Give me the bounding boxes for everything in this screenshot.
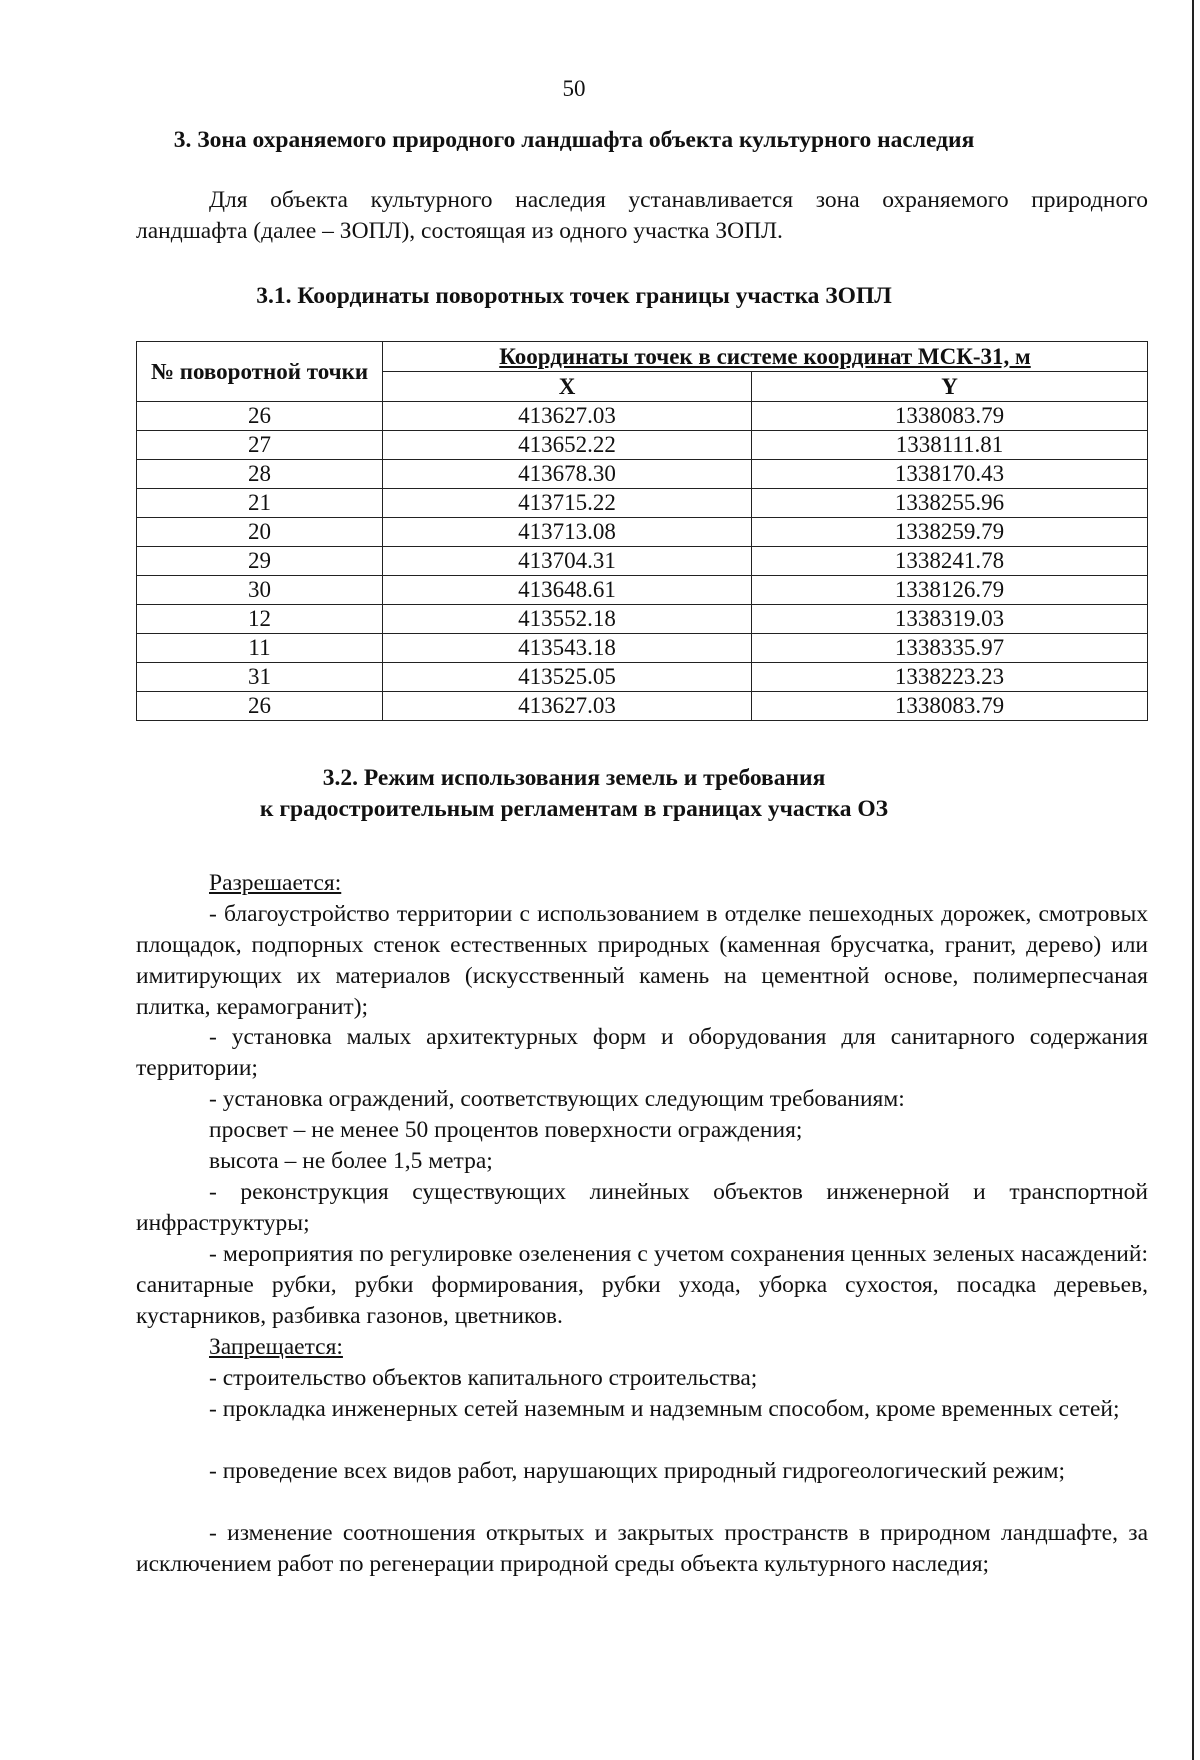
table-row (137, 576, 1148, 605)
point-cell: 30 (137, 576, 383, 605)
section-3-2-title-line2: к градостроительным регламентам в границах участка ОЗ (259, 796, 889, 822)
point-cell: 20 (137, 518, 383, 547)
y-cell: 1338223.23 (752, 663, 1148, 692)
coordinates-table (136, 341, 1148, 721)
table-row (137, 692, 1148, 721)
allowed-item: - установка малых архитектурных форм и оборудования для санитарного содержания территории; (136, 1024, 1148, 1081)
x-cell: 413713.08 (383, 518, 752, 547)
section-3-title: 3. Зона охраняемого природного ландшафта объекта культурного наследия (173, 127, 975, 153)
point-cell: 31 (137, 663, 383, 692)
section-3-intro: Для объекта культурного наследия устанавливается зона охраняемого природного ландшафта (далее – ЗОПЛ), состоящая из одного участка ЗОПЛ. (136, 187, 1148, 244)
col-coords-header (383, 342, 1148, 372)
y-cell: 1338241.78 (752, 547, 1148, 576)
point-cell: 11 (137, 634, 383, 663)
col-x-header: X (383, 372, 752, 402)
table-row (137, 402, 1148, 431)
allowed-item: - мероприятия по регулировке озеленения с учетом сохранения ценных зеленых насаждений: санитарные рубки, рубки формирования, рубки ухода, уборка сухостоя, посадка деревьев, кустарников, разбивка газонов, цветников. (136, 1241, 1148, 1329)
y-cell: 1338083.79 (752, 692, 1148, 721)
table-row (137, 431, 1148, 460)
y-cell: 1338255.96 (752, 489, 1148, 518)
point-cell: 27 (137, 431, 383, 460)
x-cell: 413648.61 (383, 576, 752, 605)
section-3-2-title-line1: 3.2. Режим использования земель и требования (322, 765, 826, 791)
y-cell: 1338259.79 (752, 518, 1148, 547)
x-cell: 413715.22 (383, 489, 752, 518)
forbidden-item: - прокладка инженерных сетей наземным и надземным способом, кроме временных сетей; (209, 1396, 1120, 1422)
allowed-label-text: Разрешается: (209, 870, 342, 896)
point-cell: 29 (137, 547, 383, 576)
page-edge-rule (1192, 0, 1194, 1760)
y-cell: 1338335.97 (752, 634, 1148, 663)
allowed-item: - установка ограждений, соответствующих следующим требованиям: (209, 1086, 905, 1112)
allowed-label (209, 868, 1148, 899)
forbidden-label (209, 1332, 1148, 1363)
x-cell: 413627.03 (383, 692, 752, 721)
table-row (137, 663, 1148, 692)
allowed-item: высота – не более 1,5 метра; (209, 1148, 493, 1174)
table-row (137, 605, 1148, 634)
table-row (137, 547, 1148, 576)
x-cell: 413678.30 (383, 460, 752, 489)
table-row (137, 489, 1148, 518)
x-cell: 413627.03 (383, 402, 752, 431)
table-row (137, 518, 1148, 547)
y-cell: 1338170.43 (752, 460, 1148, 489)
allowed-item: - реконструкция существующих линейных объектов инженерной и транспортной инфраструктуры; (136, 1179, 1148, 1236)
y-cell: 1338319.03 (752, 605, 1148, 634)
coords-header-text: Координаты точек в системе координат МСК-31, м (499, 343, 1031, 369)
y-cell: 1338083.79 (752, 402, 1148, 431)
x-cell: 413552.18 (383, 605, 752, 634)
x-cell: 413704.31 (383, 547, 752, 576)
col-point-header: № поворотной точки (137, 342, 383, 402)
point-cell: 12 (137, 605, 383, 634)
x-cell: 413652.22 (383, 431, 752, 460)
x-cell: 413525.05 (383, 663, 752, 692)
col-y-header: Y (752, 372, 1148, 402)
allowed-item: просвет – не менее 50 процентов поверхности ограждения; (209, 1117, 803, 1143)
y-cell: 1338111.81 (752, 431, 1148, 460)
y-cell: 1338126.79 (752, 576, 1148, 605)
point-cell: 21 (137, 489, 383, 518)
page-number: 50 (562, 76, 586, 101)
forbidden-item: - проведение всех видов работ, нарушающих природный гидрогеологический режим; (209, 1458, 1066, 1484)
point-cell: 28 (137, 460, 383, 489)
x-cell: 413543.18 (383, 634, 752, 663)
forbidden-item: - строительство объектов капитального строительства; (209, 1365, 758, 1391)
section-3-1-title: 3.1. Координаты поворотных точек границы участка ЗОПЛ (256, 283, 892, 309)
table-row (137, 460, 1148, 489)
allowed-item: - благоустройство территории с использованием в отделке пешеходных дорожек, смотровых площадок, подпорных стенок естественных природных (каменная брусчатка, гранит, дерево) или имитирующих их материалов (искусственный камень на цементной основе, полимерпесчаная плитка, керамогранит); (136, 901, 1148, 1020)
point-cell: 26 (137, 692, 383, 721)
point-cell: 26 (137, 402, 383, 431)
table-row (137, 634, 1148, 663)
forbidden-item: - изменение соотношения открытых и закрытых пространств в природном ландшафте, за исключением работ по регенерации природной среды объекта культурного наследия; (136, 1520, 1148, 1577)
forbidden-label-text: Запрещается: (209, 1334, 343, 1360)
